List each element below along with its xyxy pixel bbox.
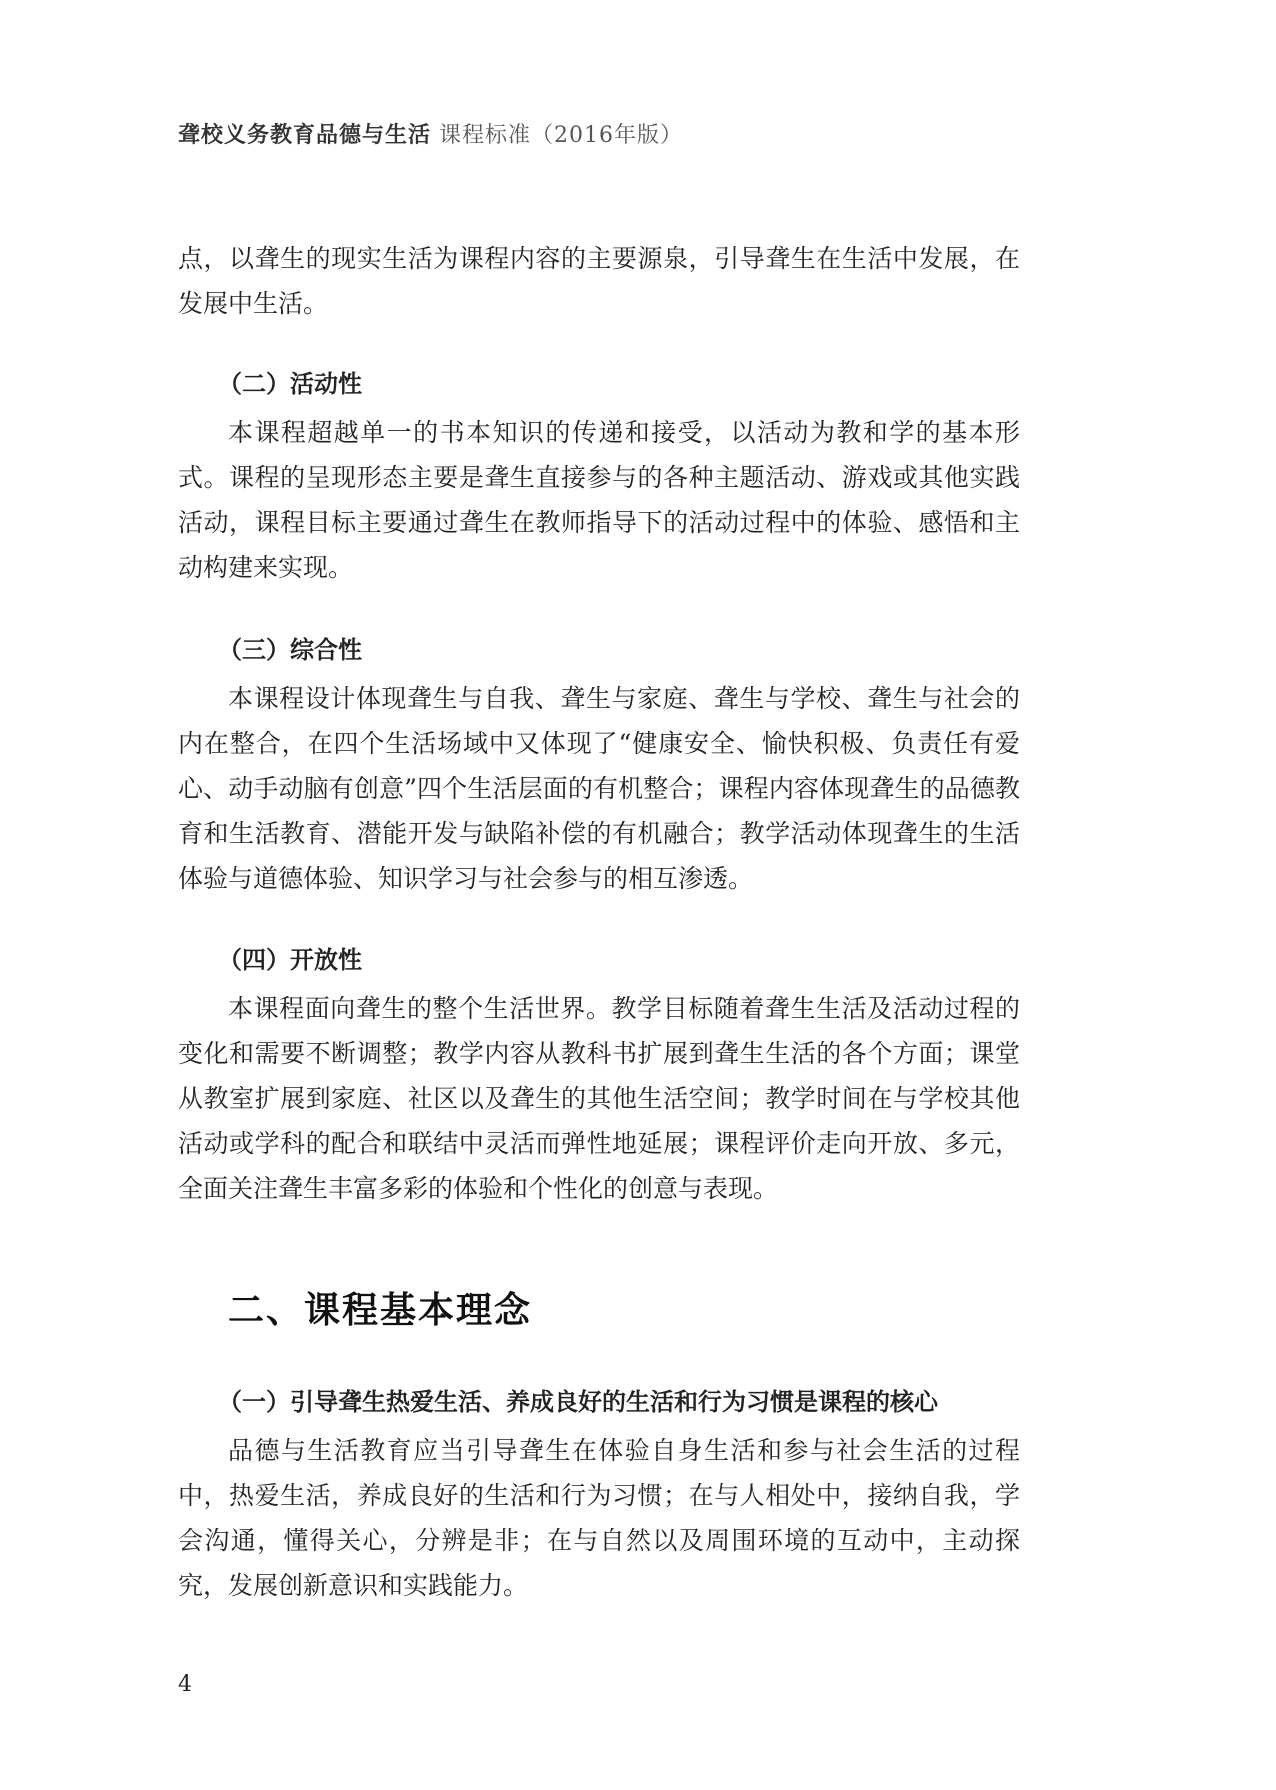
intro-paragraph: 点，以聋生的现实生活为课程内容的主要源泉，引导聋生在生活中发展，在发展中生活。 <box>178 244 1020 318</box>
concepts-paragraph: 品德与生活教育应当引导聋生在体验自身生活和参与社会生活的过程中，热爱生活，养成良好的生活和行为习惯；在与人相处中，接纳自我，学会沟通，懂得关心，分辨是非；在与自然以及周围环境的互动中，主动探究，发展创新意识和实践能力。 <box>178 1436 1020 1600</box>
activity-heading: （二）活动性 <box>218 370 362 398</box>
concepts-sub-heading: （一）引导聋生热爱生活、养成良好的生活和行为习惯是课程的核心 <box>218 1388 938 1416</box>
integrated-paragraph: 本课程设计体现聋生与自我、聋生与家庭、聋生与学校、聋生与社会的内在整合，在四个生活场域中又体现了“健康安全、愉快积极、负责任有爱心、动手动脑有创意”四个生活层面的有机整合；课程内容体现聋生的品德教育和生活教育、潜能开发与缺陷补偿的有机融合；教学活动体现聋生的生活体验与道德体验、知识学习与社会参与的相互渗透。 <box>178 684 1020 893</box>
header-title-light: 课程标准（2016年版） <box>439 123 684 148</box>
open-heading: （四）开放性 <box>218 946 362 974</box>
page-number: 4 <box>178 1672 192 1697</box>
activity-paragraph: 本课程超越单一的书本知识的传递和接受，以活动为教和学的基本形式。课程的呈现形态主要是聋生直接参与的各种主题活动、游戏或其他实践活动，课程目标主要通过聋生在教师指导下的活动过程中的体验、感悟和主动构建来实现。 <box>178 418 1020 582</box>
open-paragraph: 本课程面向聋生的整个生活世界。教学目标随着聋生生活及活动过程的变化和需要不断调整；教学内容从教科书扩展到聋生生活的各个方面；课堂从教室扩展到家庭、社区以及聋生的其他生活空间；教学时间在与学校其他活动或学科的配合和联结中灵活而弹性地延展；课程评价走向开放、多元，全面关注聋生丰富多彩的体验和个性化的创意与表现。 <box>178 994 1020 1203</box>
header-title-bold: 聋校义务教育品德与生活 <box>178 122 432 148</box>
running-header <box>178 118 683 149</box>
integrated-heading: （三）综合性 <box>218 636 362 664</box>
concepts-section-heading: 二、课程基本理念 <box>228 1289 533 1331</box>
